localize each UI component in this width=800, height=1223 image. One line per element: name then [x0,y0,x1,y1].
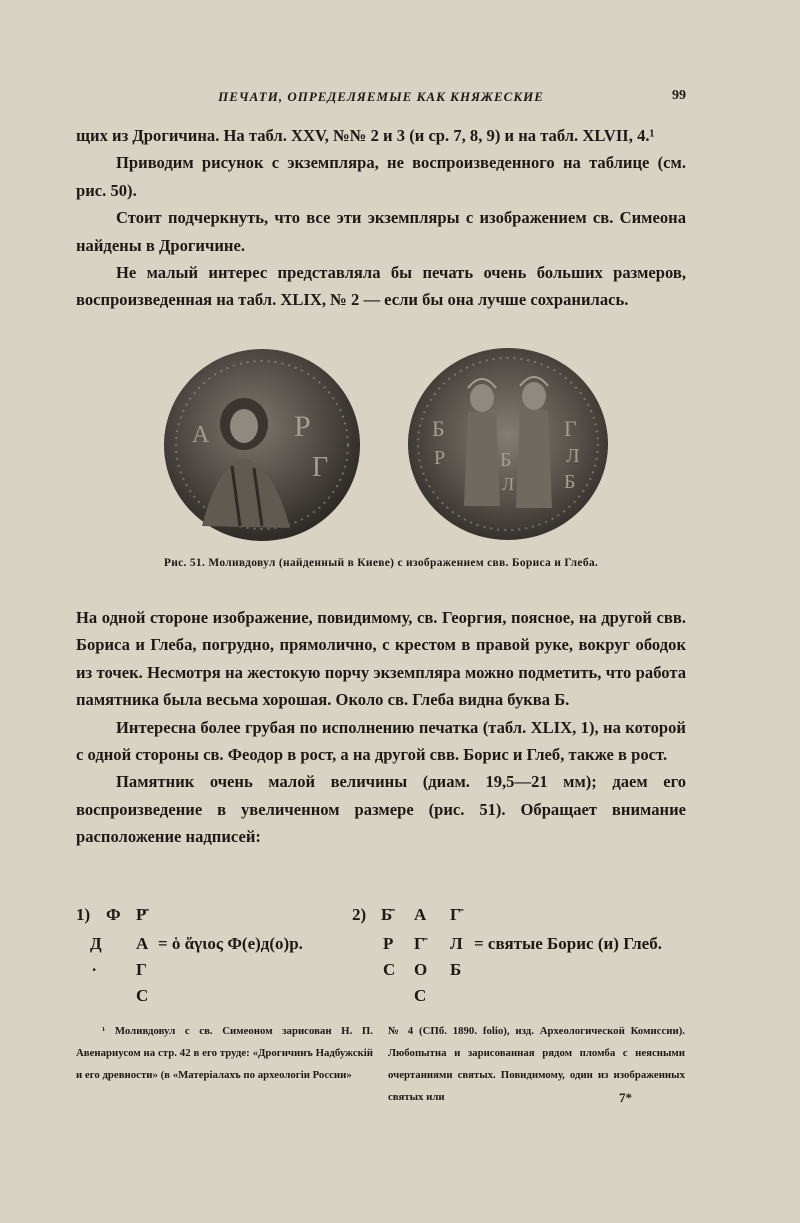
coin-reverse-image [406,346,610,542]
inscription-2-letter: Б [450,960,462,979]
footnote-text: № 4 (СПб. 1890. folio), изд. Археологической Комиссии). Любопытна и зарисованная рядом пломба с неясными очертаниями святых. Повидимому, один из изображенных святых или [388,1025,685,1103]
footnote-left-column [76,1020,373,1086]
coin-letter: Б [432,416,445,441]
inscription-1-letter: . [92,956,97,975]
footnote-text: ¹ Моливдовул с св. Симеоном зарисован Н. П. Авенариусом на стр. 42 в его труде: «Дрогичинъ Надбужскій и его древности» (в «Матеріалахъ по археологіи России» [76,1025,373,1081]
coin-letter: Б [500,449,512,471]
coin-letter: А [192,422,210,448]
inscription-2-reading: = святые Борис (и) Глеб. [474,934,662,953]
running-title: ПЕЧАТИ, ОПРЕДЕЛЯЕМЫЕ КАК КНЯЖЕСКИЕ [218,89,544,104]
paragraph: Не малый интерес представляла бы печать очень больших размеров, воспроизведенная на табл. XLIX, № 2 — если бы она лучше сохранилась. [76,263,686,310]
page-number: 99 [672,88,686,103]
inscription-2-letter: Г̄ [450,905,461,924]
coin-letter: Г [312,452,329,483]
paragraph: щих из Дрогичина. На табл. XXV, №№ 2 и 3 (и ср. 7, 8, 9) и на табл. XLVII, 4.¹ [76,126,655,145]
inscription-2-label: 2) [352,905,367,924]
inscription-1-letter: Р̄ [136,905,147,924]
coin-letter: Р [434,447,446,469]
inscription-2-letter: Б̄ [381,905,393,924]
paragraph: На одной стороне изображение, повидимому, св. Георгия, поясное, на другой свв. Бориса и Глеба, погрудно, прямолично, с крестом в правой руке, вокруг ободок из точек. Несмотря на жестокую порчу экземпляра можно подметить, что работа памятника была весьма хорошая. Около св. Глеба видна буква Б. [76,608,686,710]
inscription-2-letter: С [383,960,396,979]
inscription-2-letter: А [414,905,427,924]
inscription-2-letter: Г̄ [414,934,425,953]
paragraph: Памятник очень малой величины (диам. 19,5—21 мм); даем его воспроизведение в увеличенном размере (рис. 51). Обращает внимание расположение надписей: [76,772,686,847]
figure-caption: Рис. 51. Моливдовул (найденный в Киеве) с изображением свв. Бориса и Глеба. [163,557,599,569]
inscription-2-letter: Р [383,934,394,953]
paragraph: Стоит подчеркнуть, что все эти экземпляры с изображением св. Симеона найдены в Дрогичине. [76,208,686,255]
coin-obverse-image [162,346,362,544]
paragraph: Приводим рисунок с экземпляра, не воспроизведенного на таблице (см. рис. 50). [76,153,686,200]
coin-letter: Б [564,471,576,493]
inscription-2-letter: С [414,986,427,1005]
page-header [76,86,686,108]
coin-letter: Л [502,474,515,494]
body-text-top [76,122,686,314]
inscription-1-label: 1) [76,905,91,924]
signature-mark: 7* [619,1090,632,1105]
coin-letter: Р [294,410,311,443]
coin-letter: Г [564,416,577,441]
figure-51 [150,346,630,544]
coin-letter: Л [566,445,580,467]
inscription-1-letter: А [136,934,149,953]
inscription-2-letter: Л [450,934,463,953]
inscription-1-letter: Д [90,934,102,953]
inscription-1-letter: С [136,986,149,1005]
footnote-right-column [388,1020,685,1108]
paragraph: Интересна более грубая по исполнению печатка (табл. XLIX, 1), на которой с одной стороны св. Феодор в рост, а на другой свв. Борис и Глеб, также в рост. [76,717,686,765]
inscription-2-letter: О [414,960,428,979]
body-text-bottom [76,604,686,851]
inscription-1-reading: = ὁ ἅγιος Ф(е)д(о)р. [158,934,303,953]
inscription-1-letter: Ф [106,905,121,924]
inscription-1-letter: Г [136,960,147,979]
